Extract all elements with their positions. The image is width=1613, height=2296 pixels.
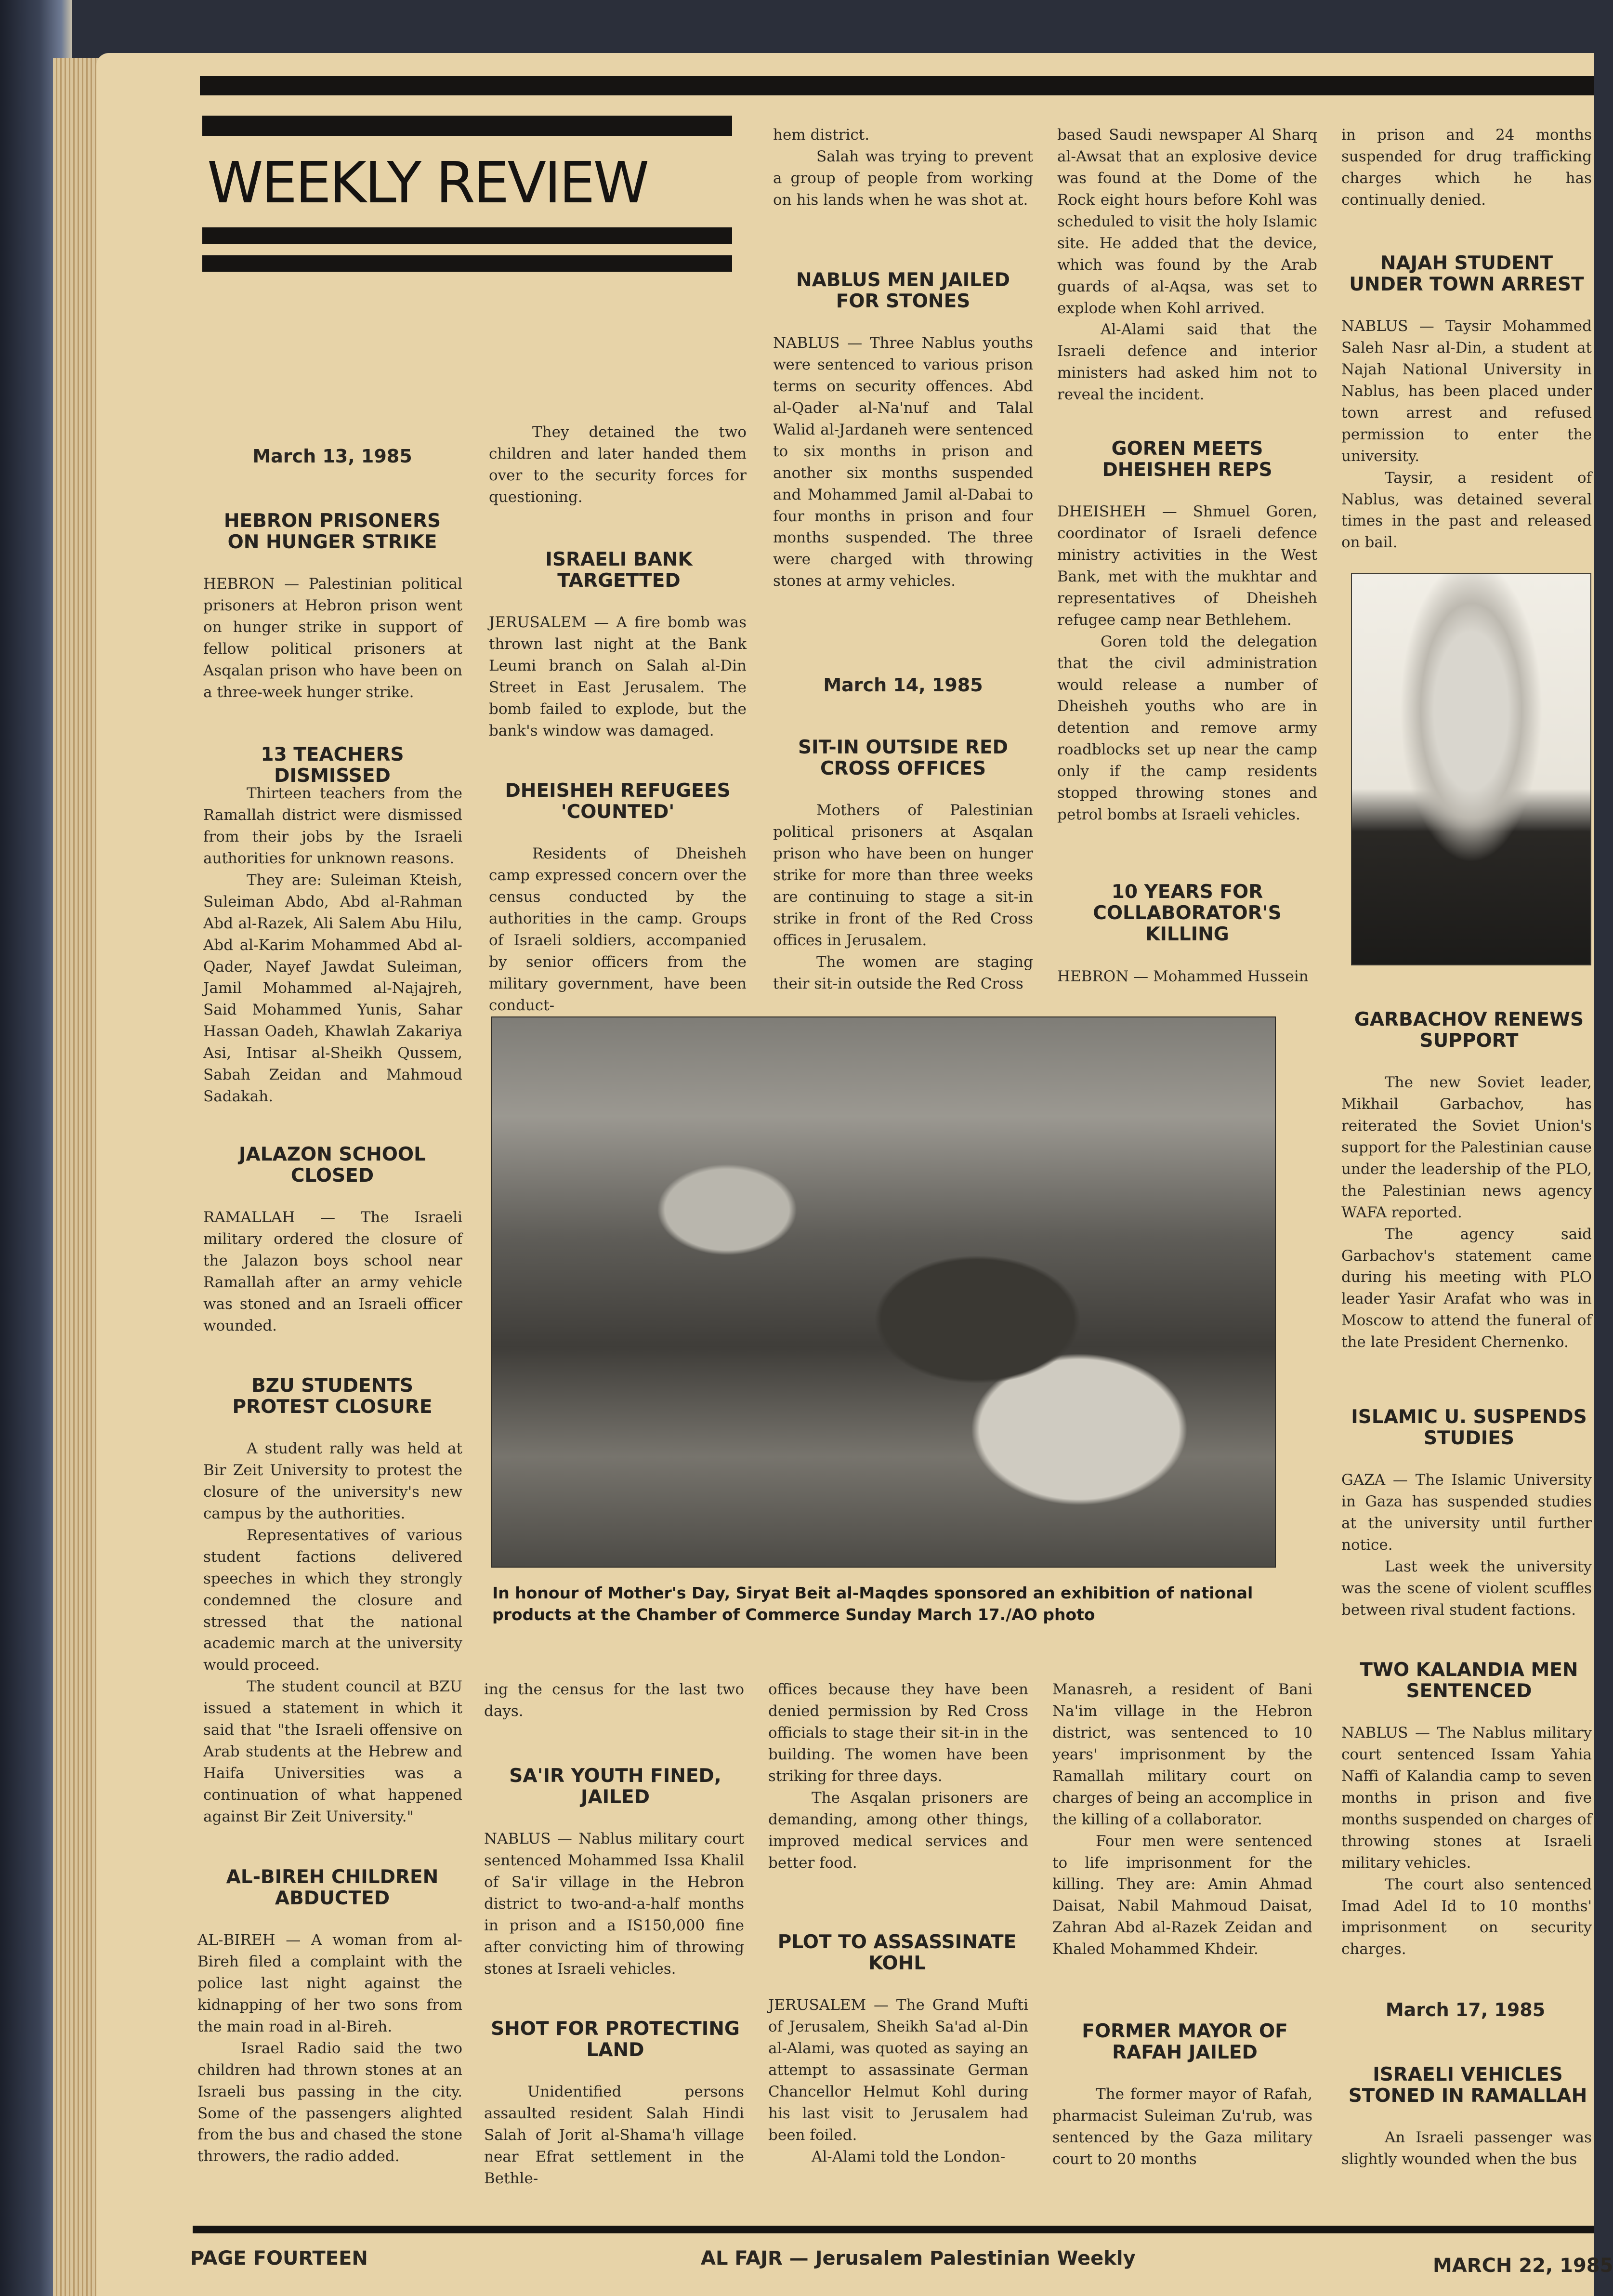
article-rafah-mayor xyxy=(1052,2084,1312,2170)
headline-bzu-students: BZU STUDENTS PROTEST CLOSURE xyxy=(232,1375,433,1418)
article-paragraph: They detained the two children and later handed them over to the security forces for questioning. xyxy=(489,423,747,506)
article-collaborator-killing xyxy=(1057,966,1317,988)
article-jalazon-school xyxy=(203,1207,462,1337)
article-paragraph: JERUSALEM — A fire bomb was thrown last night at the Bank Leumi branch on Salah al-Din Street in East Jerusalem. The bomb failed to explode, but the bank's window was damaged. xyxy=(489,614,747,739)
headline-najah-student: NAJAH STUDENT UNDER TOWN ARREST xyxy=(1349,252,1584,296)
article-israeli-bank xyxy=(489,612,747,742)
footer-page-number: PAGE FOURTEEN xyxy=(190,2247,368,2270)
headline-garbachov-renews: GARBACHOV RENEWS SUPPORT xyxy=(1354,1009,1584,1052)
newspaper-page xyxy=(96,53,1613,2296)
headline-goren-meets: GOREN MEETS DHEISHEH REPS xyxy=(1102,438,1272,481)
date-march-13: March 13, 1985 xyxy=(252,446,412,467)
article-paragraph: The women are staging their sit-in outside the Red Cross xyxy=(773,953,1033,992)
article-paragraph: NABLUS — Taysir Mohammed Saleh Nasr al-Din, a student at Najah National University in Nablus, has been placed under town arrest and refused permission to enter the university. xyxy=(1341,317,1592,465)
headline-albireh-children: AL-BIREH CHILDREN ABDUCTED xyxy=(226,1866,439,1910)
article-dheisheh-census xyxy=(489,843,747,1016)
article-paragraph: Al-Alami said that the Israeli defence and interior ministers had asked him not to reveal the incident. xyxy=(1057,321,1317,404)
article-paragraph: Unidentified persons assaulted resident Salah Hindi Salah of Jorit al-Shama'h village near Efrat settlement in the Bethle- xyxy=(484,2083,744,2187)
article-albireh-continued xyxy=(489,422,747,508)
headline-sair-youth: SA'IR YOUTH FINED, JAILED xyxy=(509,1765,721,1808)
masthead-rule-top xyxy=(202,116,732,136)
article-paragraph: The court also sentenced Imad Adel Id to 10 months' imprisonment on security charges. xyxy=(1341,1875,1592,1958)
article-rafah-continued xyxy=(1341,124,1592,211)
article-kalandia-men xyxy=(1341,1722,1592,1960)
article-paragraph: Four men were sentenced to life imprisonment for the killing. They are: Amin Ahmad Daisat, Nabil Mahmoud Daisat, Zahran Abd al-Razek Zeidan and Khaled Mohammed Khdeir. xyxy=(1052,1832,1312,1958)
article-paragraph: NABLUS — The Nablus military court sentenced Issam Yahia Naffi of Kalandia camp to seven months in prison and five months suspended on charges of throwing stones at Israeli military vehicles. xyxy=(1341,1724,1592,1872)
headline-rafah-mayor: FORMER MAYOR OF RAFAH JAILED xyxy=(1082,2020,1288,2064)
article-kohl-continued xyxy=(1057,124,1317,406)
footer-rule xyxy=(193,2226,1594,2233)
article-paragraph: Mothers of Palestinian political prisoners at Asqalan prison who have been on hunger strike for more than three weeks are continuing to stage a sit-in strike in front of the Red Cross offices in Jerusalem. xyxy=(773,802,1033,949)
article-paragraph: The agency said Garbachov's statement came during his meeting with PLO leader Yasir Arafat who was in Moscow to attend the funeral of the late President Chernenko. xyxy=(1341,1225,1592,1351)
article-najah-student xyxy=(1341,316,1592,554)
article-garbachov-renews xyxy=(1341,1072,1592,1353)
article-paragraph: DHEISHEH — Shmuel Goren, coordinator of Israeli defence ministry activities in the West Bank, met with the mukhtar and representatives of Dheisheh refugee camp near Bethlehem. xyxy=(1057,503,1317,629)
article-paragraph: NABLUS — Nablus military court sentenced Mohammed Issa Khalil of Sa'ir village in the Hebron district to two-and-a-half months in prison and a IS150,000 fine after convicting him of throwing stones at Israeli vehicles. xyxy=(484,1830,744,1978)
article-collaborator-continued xyxy=(1052,1679,1312,1960)
article-shot-continued xyxy=(773,124,1033,211)
article-sair-youth xyxy=(484,1828,744,1980)
article-paragraph: hem district. xyxy=(773,126,870,144)
article-paragraph: Residents of Dheisheh camp expressed concern over the census conducted by the authorities in the camp. Groups of Israeli soldiers, accompanied by senior officers from the military government, have been conduct- xyxy=(489,845,747,1014)
article-paragraph: A student rally was held at Bir Zeit University to protest the closure of the university's new campus by the authorities. xyxy=(203,1440,462,1522)
article-sitin-continued xyxy=(768,1679,1028,1874)
article-teachers-dismissed xyxy=(203,783,462,1108)
article-paragraph: Thirteen teachers from the Ramallah district were dismissed from their jobs by the Israeli authorities for unknown reasons. xyxy=(203,785,462,867)
article-shot-protecting-land xyxy=(484,2081,744,2190)
article-paragraph: RAMALLAH — The Israeli military ordered the closure of the Jalazon boys school near Ramallah after an army vehicle was stoned and an Israeli officer wounded. xyxy=(203,1209,462,1334)
masthead-title: WEEKLY REVIEW xyxy=(207,149,648,216)
headline-teachers-dismissed: 13 TEACHERS DISMISSED xyxy=(261,744,404,787)
article-paragraph: HEBRON — Palestinian political prisoners at Hebron prison went on hunger strike in support of fellow political prisoners at Asqalan prison who have been on a three-week hunger strike. xyxy=(203,575,462,701)
headline-jalazon-school: JALAZON SCHOOL CLOSED xyxy=(239,1144,426,1187)
article-paragraph: AL-BIREH — A woman from al-Bireh filed a complaint with the police last night against the kidnapping of her two sons from the main road in al-Bireh. xyxy=(197,1931,462,2035)
article-paragraph: ing the census for the last two days. xyxy=(484,1681,744,1720)
article-goren-meets xyxy=(1057,501,1317,826)
article-israeli-vehicles xyxy=(1341,2127,1592,2170)
article-paragraph: HEBRON — Mohammed Hussein xyxy=(1057,968,1309,985)
top-rule xyxy=(200,76,1594,95)
headline-nablus-men: NABLUS MEN JAILED FOR STONES xyxy=(796,269,1010,313)
article-hebron-prisoners xyxy=(203,573,462,703)
article-paragraph: in prison and 24 months suspended for drug trafficking charges which he has continually denied. xyxy=(1341,126,1592,209)
headline-plot-kohl: PLOT TO ASSASSINATE KOHL xyxy=(777,1931,1017,1975)
article-paragraph: Representatives of various student factions delivered speeches in which they strongly condemned the closure and stressed that the national academic march at the university would proceed. xyxy=(203,1526,462,1674)
article-paragraph: JERUSALEM — The Grand Mufti of Jerusalem, Sheikh Sa'ad al-Din al-Alami, was quoted as saying an attempt to assassinate German Chancellor Helmut Kohl during his last visit to Jerusalem had been foiled. xyxy=(768,1996,1028,2144)
article-sitin-red-cross xyxy=(773,800,1033,994)
article-paragraph: The former mayor of Rafah, pharmacist Suleiman Zu'rub, was sentenced by the Gaza military court to 20 months xyxy=(1052,2085,1312,2168)
headline-shot-protecting-land: SHOT FOR PROTECTING LAND xyxy=(491,2018,740,2061)
article-paragraph: Taysir, a resident of Nablus, was detained several times in the past and released on bail. xyxy=(1341,469,1592,552)
date-march-17: March 17, 1985 xyxy=(1385,1999,1546,2020)
article-paragraph: based Saudi newspaper Al Sharq al-Awsat that an explosive device was found at the Dome of the Rock eight hours before Kohl was scheduled to visit the holy Islamic site. He added that the device, which was found by the Arab guards of al-Aqsa, was set to explode when Kohl arrived. xyxy=(1057,126,1317,317)
article-paragraph: An Israeli passenger was slightly wounded when the bus xyxy=(1341,2129,1592,2168)
article-paragraph: The Asqalan prisoners are demanding, among other things, improved medical services and better food. xyxy=(768,1789,1028,1872)
article-bzu-students xyxy=(203,1438,462,1828)
headline-sitin-red-cross: SIT-IN OUTSIDE RED CROSS OFFICES xyxy=(798,737,1009,780)
headline-kalandia-men: TWO KALANDIA MEN SENTENCED xyxy=(1360,1659,1578,1702)
article-nablus-men xyxy=(773,332,1033,592)
article-paragraph: GAZA — The Islamic University in Gaza has suspended studies at the university until further notice. xyxy=(1341,1471,1592,1554)
headline-hebron-prisoners: HEBRON PRISONERS ON HUNGER STRIKE xyxy=(223,510,441,554)
masthead-rule-bottom xyxy=(202,255,732,272)
article-paragraph: They are: Suleiman Kteish, Suleiman Abdo, Abd al-Rahman Abd al-Razek, Ali Salem Abu Hilu, Abd al-Karim Mohammed Abd al-Qader, Nayef Jawdat Suleiman, Jamil Mohammed al-Najajreh, Said Mohammed Yunis, Sahar Hassan Oadeh, Khawlah Zakariya Asi, Intisar al-Sheikh Qussem, Sabah Zeidan and Mahmoud Sadakah. xyxy=(203,871,462,1106)
article-albireh-children xyxy=(197,1929,462,2167)
article-paragraph: Goren told the delegation that the civil administration would release a number of Dheisheh youths who are in detention and remove army roadblocks set up near the camp only if the camp residents stopped throwing stones and petrol bombs at Israeli vehicles. xyxy=(1057,633,1317,824)
headline-israeli-bank: ISRAELI BANK TARGETTED xyxy=(545,549,693,592)
article-paragraph: Salah was trying to prevent a group of people from working on his lands when he was shot at. xyxy=(773,147,1033,209)
headline-collaborator-killing: 10 YEARS FOR COLLABORATOR'S KILLING xyxy=(1093,881,1282,946)
exhibition-photo xyxy=(491,1016,1276,1568)
article-paragraph: Al-Alami told the London- xyxy=(812,2148,1006,2165)
article-paragraph: The student council at BZU issued a statement in which it said that "the Israeli offensive on Arab students at the Hebrew and Haifa Universities was a continuation of what happened against Bir Zeit University." xyxy=(203,1678,462,1825)
article-plot-kohl xyxy=(768,1994,1028,2168)
article-paragraph: Manasreh, a resident of Bani Na'im village in the Hebron district, was sentenced to 10 years' imprisonment by the Ramallah military court on charges of being an accomplice in the killing of a collaborator. xyxy=(1052,1681,1312,1828)
article-paragraph: NABLUS — Three Nablus youths were sentenced to various prison terms on security offences. Abd al-Qader al-Na'nuf and Talal Walid al-Jardaneh were sentenced to six months in prison and another six months suspended and Mohammed Jamil al-Dabai to four months in prison and four months suspended. The three were charged with throwing stones at army vehicles. xyxy=(773,334,1033,590)
photo-caption: In honour of Mother's Day, Siryat Beit al-Maqdes sponsored an exhibition of national products at the Chamber of Commerce Sunday March 17./AO photo xyxy=(492,1583,1253,1624)
portrait-photo xyxy=(1351,573,1591,965)
footer-publication: AL FAJR — Jerusalem Palestinian Weekly xyxy=(701,2247,1136,2270)
article-paragraph: Last week the university was the scene of violent scuffles between rival student factions. xyxy=(1341,1557,1592,1619)
article-islamic-university xyxy=(1341,1469,1592,1621)
article-paragraph: Israel Radio said the two children had thrown stones at an Israeli bus passing in the city. Some of the passengers alighted from the bus and chased the stone throwers, the radio added. xyxy=(197,2039,462,2165)
headline-dheisheh-census: DHEISHEH REFUGEES 'COUNTED' xyxy=(505,780,731,823)
headline-israeli-vehicles: ISRAELI VEHICLES STONED IN RAMALLAH xyxy=(1348,2064,1587,2107)
masthead-rule-mid xyxy=(202,227,732,244)
article-paragraph: The new Soviet leader, Mikhail Garbachov, has reiterated the Soviet Union's support for the Palestinian cause under the leadership of the PLO, the Palestinian news agency WAFA reported. xyxy=(1341,1074,1592,1221)
article-dheisheh-census-continued xyxy=(484,1679,744,1722)
date-march-14: March 14, 1985 xyxy=(823,674,983,696)
headline-islamic-university: ISLAMIC U. SUSPENDS STUDIES xyxy=(1351,1406,1587,1450)
article-paragraph: offices because they have been denied permission by Red Cross officials to stage their sit-in in the building. The women have been striking for three days. xyxy=(768,1681,1028,1785)
footer-issue-date: MARCH 22, 1985 xyxy=(1433,2255,1613,2277)
